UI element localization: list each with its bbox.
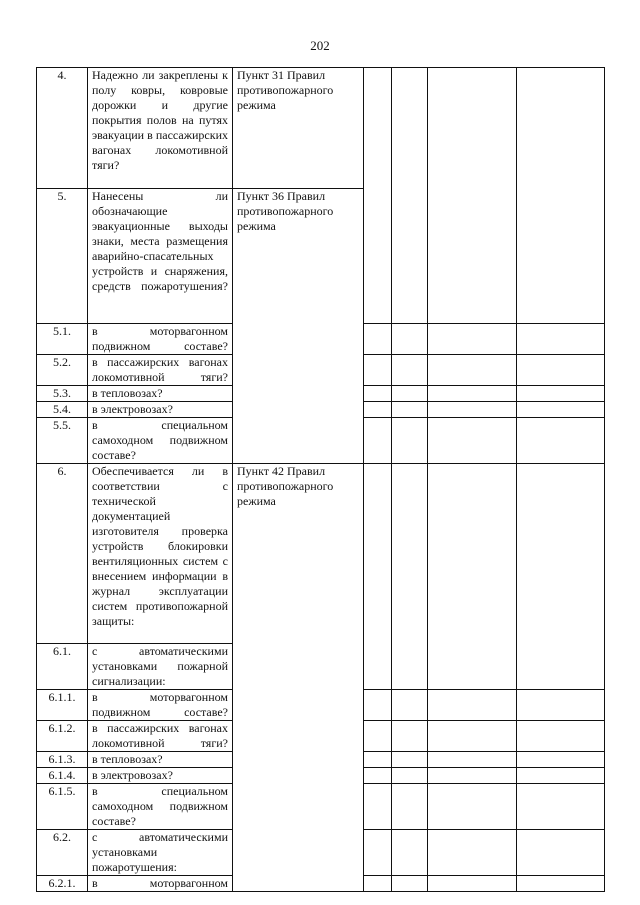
question-text: в электровозах?: [92, 402, 173, 416]
answer-cell-yes: [364, 784, 392, 830]
item-number: 5.5.: [37, 418, 88, 464]
question-text: с автоматическими установками пожарной сигнализации:: [92, 644, 228, 688]
question-cell: [88, 324, 233, 355]
answer-cell-yes: [364, 324, 392, 355]
table-row: [37, 68, 605, 189]
comment-cell: [517, 402, 605, 418]
answer-cell-na: [428, 402, 517, 418]
item-number: 5.3.: [37, 386, 88, 402]
answer-cell-yes: [364, 355, 392, 386]
question-cell: [88, 355, 233, 386]
answer-cell-no: [392, 690, 428, 721]
item-number: 6.1.4.: [37, 768, 88, 784]
question-text: в моторвагонном подвижном составе?: [92, 690, 228, 719]
answer-cell-yes: [364, 721, 392, 752]
question-text: в пассажирских вагонах локомотивной тяги?: [92, 721, 228, 750]
answer-cell-no: [392, 752, 428, 768]
answer-cell-na: [428, 464, 517, 690]
question-cell: [88, 876, 233, 892]
comment-cell: [517, 876, 605, 892]
comment-cell: [517, 324, 605, 355]
answer-cell-no: [392, 68, 428, 324]
answer-cell-na: [428, 355, 517, 386]
answer-cell-na: [428, 768, 517, 784]
answer-cell-yes: [364, 768, 392, 784]
question-cell: [88, 418, 233, 464]
comment-cell: [517, 386, 605, 402]
comment-cell: [517, 355, 605, 386]
answer-cell-yes: [364, 68, 392, 324]
question-text: Обеспечивается ли в соответствии с технической документацией изготовителя проверка устройств блокировки вентиляционных систем с внесением информации в журнал эксплуатации систем противопожарной защиты:: [92, 464, 228, 628]
answer-cell-na: [428, 68, 517, 324]
item-number: 6.: [37, 464, 88, 644]
answer-cell-na: [428, 721, 517, 752]
answer-cell-na: [428, 418, 517, 464]
question-cell: [88, 768, 233, 784]
question-cell: [88, 189, 233, 324]
item-number: 6.1.1.: [37, 690, 88, 721]
answer-cell-yes: [364, 464, 392, 690]
question-text: с автоматическими установками пожаротушения:: [92, 830, 228, 874]
item-number: 6.1.: [37, 644, 88, 690]
answer-cell-na: [428, 752, 517, 768]
item-number: 5.4.: [37, 402, 88, 418]
answer-cell-na: [428, 784, 517, 830]
page-number: 202: [310, 38, 330, 53]
question-text: Надежно ли закреплены к полу ковры, ковровые дорожки и другие покрытия полов на путях эвакуации в пассажирских вагонах локомотивной тяги?: [92, 68, 228, 172]
answer-cell-yes: [364, 830, 392, 876]
table-row: [37, 464, 605, 644]
answer-cell-na: [428, 876, 517, 892]
item-number: 4.: [37, 68, 88, 189]
question-text: в пассажирских вагонах локомотивной тяги?: [92, 355, 228, 384]
legal-reference: Пункт 36 Правил противопожарного режима: [237, 189, 334, 233]
question-cell: [88, 68, 233, 189]
answer-cell-na: [428, 690, 517, 721]
question-text: в специальном самоходном подвижном составе?: [92, 418, 228, 462]
answer-cell-no: [392, 768, 428, 784]
item-number: 6.1.5.: [37, 784, 88, 830]
legal-reference: Пункт 31 Правил противопожарного режима: [237, 68, 334, 112]
item-number: 6.2.1.: [37, 876, 88, 892]
question-text: в электровозах?: [92, 768, 173, 782]
comment-cell: [517, 464, 605, 690]
answer-cell-yes: [364, 402, 392, 418]
item-number: 5.2.: [37, 355, 88, 386]
comment-cell: [517, 830, 605, 876]
question-cell: [88, 464, 233, 644]
comment-cell: [517, 721, 605, 752]
comment-cell: [517, 418, 605, 464]
question-cell: [88, 644, 233, 690]
answer-cell-no: [392, 418, 428, 464]
answer-cell-no: [392, 876, 428, 892]
reference-cell: [233, 189, 364, 464]
answer-cell-no: [392, 464, 428, 690]
item-number: 6.1.3.: [37, 752, 88, 768]
question-text: в тепловозах?: [92, 386, 163, 400]
question-text: Нанесены ли обозначающие эвакуационные выходы знаки, места размещения аварийно-спасательных устройств и снаряжения, средств пожаротушения?: [92, 189, 228, 293]
answer-cell-no: [392, 402, 428, 418]
checklist-table: [36, 67, 605, 892]
item-number: 6.1.2.: [37, 721, 88, 752]
item-number: 5.: [37, 189, 88, 324]
question-text: в моторвагонном: [92, 876, 228, 890]
answer-cell-yes: [364, 752, 392, 768]
comment-cell: [517, 768, 605, 784]
item-number: 6.2.: [37, 830, 88, 876]
question-cell: [88, 402, 233, 418]
item-number: 5.1.: [37, 324, 88, 355]
answer-cell-no: [392, 355, 428, 386]
comment-cell: [517, 784, 605, 830]
answer-cell-yes: [364, 386, 392, 402]
answer-cell-na: [428, 386, 517, 402]
reference-cell: [233, 464, 364, 892]
comment-cell: [517, 68, 605, 324]
answer-cell-no: [392, 386, 428, 402]
question-cell: [88, 830, 233, 876]
answer-cell-no: [392, 830, 428, 876]
question-cell: [88, 386, 233, 402]
question-cell: [88, 784, 233, 830]
answer-cell-na: [428, 830, 517, 876]
question-text: в моторвагонном подвижном составе?: [92, 324, 228, 353]
answer-cell-no: [392, 721, 428, 752]
legal-reference: Пункт 42 Правил противопожарного режима: [237, 464, 334, 508]
answer-cell-no: [392, 784, 428, 830]
answer-cell-na: [428, 324, 517, 355]
question-cell: [88, 752, 233, 768]
question-cell: [88, 721, 233, 752]
question-text: в тепловозах?: [92, 752, 163, 766]
answer-cell-no: [392, 324, 428, 355]
reference-cell: [233, 68, 364, 189]
answer-cell-yes: [364, 876, 392, 892]
answer-cell-yes: [364, 418, 392, 464]
question-text: в специальном самоходном подвижном составе?: [92, 784, 228, 828]
comment-cell: [517, 690, 605, 721]
comment-cell: [517, 752, 605, 768]
question-cell: [88, 690, 233, 721]
answer-cell-yes: [364, 690, 392, 721]
